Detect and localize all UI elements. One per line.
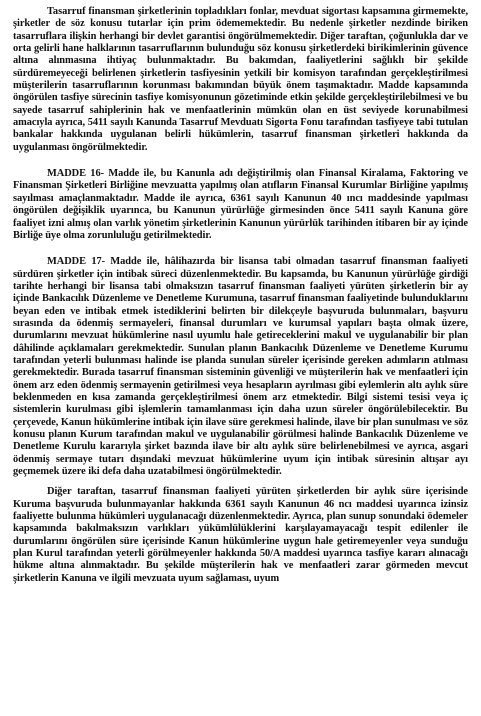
paragraph-spacer <box>13 242 468 256</box>
paragraph-article-17: MADDE 17- Madde ile, hâlihazırda bir lisansa tabi olmadan tasarruf finansman faaliyeti sürdüren şirketler için intibak süreci düzenlenmektedir. Bu kapsamda, bu Kanunun yürürlüğe girdiği tarihte herhangi bir lisansa tabi olmaksızın tasarruf finansman faaliyeti yürüten şirketlerin bir ay içinde Bankacılık Düzenleme ve Denetleme Kurumuna, tasarruf finansman faaliyetinde bulunduklarını beyan eden ve intibak etmek istediklerini belirten bir dilekçeyle başvuruda bulunmaları, başvuru sırasında da ödenmiş sermayeleri, finansal durumları ve kurumsal yapıları başta olmak üzere, durumlarını mevzuat hükümlerine nasıl uyumlu hale getireceklerini makul ve uygulanabilir bir plan dâhilinde açıklamaları gerekmektedir. Sunulan planın Bankacılık Düzenleme ve Denetleme Kurumu tarafından yeterli bulunması halinde ise planda sunulan süreler içerisinde gereken adımların atılması gerekmektedir. Burada tasarruf finansman sisteminin güvenliği ve müşterilerin hak ve menfaatleri için önem arz eden ödenmiş sermayenin getirilmesi veya hesapların ayrılması gibi eylemlerin altı aylık süre beklenmeden en kısa zamanda gerçekleştirilmesi önem arz etmektedir. Bilgi sistemi tesisi veya iç sistemlerin kurulması gibi işlemlerin tamamlanması için daha uzun süreler öngörülebilecektir. Bu çerçevede, Kanun hükümlerine intibak için ilave süre gerekmesi halinde, ilave bir plan sunulması ve söz konusu planın Kurum tarafından makul ve uygulanabilir görülmesi halinde Bankacılık Düzenleme ve Denetleme Kurulu kararıyla şirket bazında ilave bir altı aylık süre belirlenebilmesi ve ayrıca, asgari ödenmiş sermaye tutarı dışındaki mevzuat hükümlerine uyum için intibak süresinin altışar ayı geçmemek üzere iki defa daha uzatabilmesi öngörülmektedir. <box>13 256 468 478</box>
paragraph-unlicensed-activity: Diğer taraftan, tasarruf finansman faaliyeti yürüten şirketlerden bir aylık süre içerisinde Kuruma başvuruda bulunmayanlar hakkında 6361 sayılı Kanunun 46 ncı maddesi uyarınca izinsiz faaliyette bulunma hükümleri uygulanacağı düzenlenmektedir. Ayrıca, plan sunup sonundaki ödemeler kapsamında bakılmaksızın varlıkları yükümlülüklerini karşılayamayacağı tespit edilenler ile durumlarını öngörülen süre içerisinde Kanun hükümlerine uygun hale getiremeyenler veya sunduğu plan Kurul tarafından yeterli görülmeyenler hakkında 50/A maddesi uyarınca tasfiye kararı alınacağı hükme altına alınmaktadır. Bu şekilde müşterilerin hak ve menfaatleri zarar görmeden mevcut şirketlerin Kanuna ve ilgili mevzuata uyum sağlaması, uyum <box>13 486 468 584</box>
paragraph-spacer <box>13 154 468 168</box>
paragraph-deposit-insurance: Tasarruf finansman şirketlerinin topladıkları fonlar, mevduat sigortası kapsamına girmemekte, şirketler de söz konusu tutarlar için prim ödememektedir. Bu nedenle şirketler nezdinde biriken tasarruflara ilişkin herhangi bir devlet garantisi öngörülmemektedir. Diğer taraftan, çoğunlukla dar ve orta gelirli hane halklarının tasarruflarının bulunduğu söz konusu şirketlerdeki birikimlerinin güvence altına alınmasına ihtiyaç bulunmaktadır. Bu bakımdan, faaliyetlerini sağlıklı bir şekilde sürdüremeyeceği belirlenen şirketlerin tasfiyesinin yetkili bir komisyon tarafından gerçekleştirilmesi müşterilerin tasarruflarının korunması bakımından büyük önem taşımaktadır. Madde kapsamında öngörülen tasfiye sürecinin tasfiye komisyonunun gözetiminde etkin şekilde gerçekleştirilebilmesi ve bu sayede tasarruf sahiplerinin hak ve menfaatlerinin mümkün olan en üst seviyede korunabilmesi amacıyla ayrıca, 5411 sayılı Kanunda Tasarruf Mevduatı Sigorta Fonu tarafından tasfiyeye tabi tutulan bankalar hakkında uygulanan belirli hükümlerin, tasarruf finansman şirketleri hakkında da uygulanması öngörülmektedir. <box>13 6 468 153</box>
paragraph-article-16: MADDE 16- Madde ile, bu Kanunla adı değiştirilmiş olan Finansal Kiralama, Faktoring ve Finansman Şirketleri Birliğine mevzuatta yapılmış olan atıfların Finansal Kurumlar Birliğine yapılmış sayılması amaçlanmaktadır. Madde ile ayrıca, 6361 sayılı Kanunun 40 ıncı maddesinde yapılması öngörülen değişiklik uyarınca, bu Kanunun yürürlüğe girmesinden önce 5411 sayılı Kanuna göre faaliyet izni almış olan varlık yönetim şirketlerinin Kanunun yürürlük tarihinden itibaren bir ay içinde Birliğe üye olma zorunluluğu getirilmektedir. <box>13 168 468 241</box>
paragraph-spacer <box>13 478 468 486</box>
